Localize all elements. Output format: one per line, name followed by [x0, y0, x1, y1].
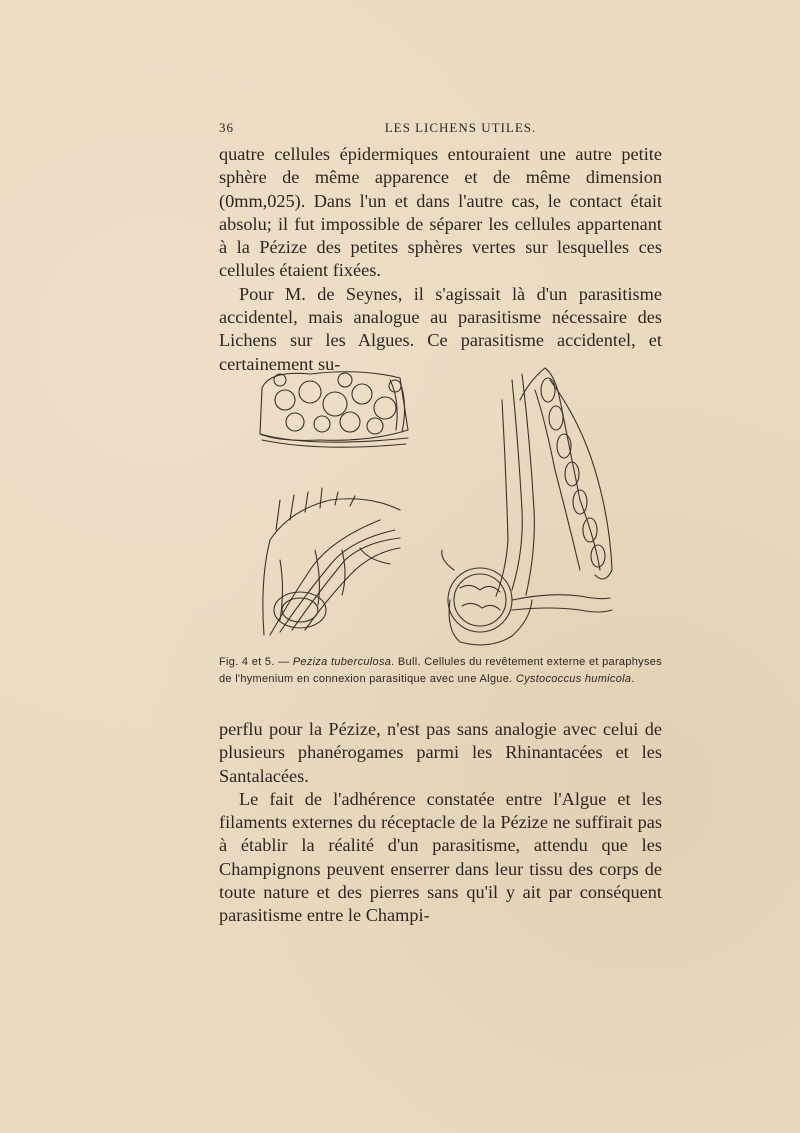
caption-alga: Cystococcus humicola	[515, 672, 632, 685]
cell-block-drawing	[260, 372, 408, 447]
caption-suffix: .	[631, 672, 635, 685]
figure-illustration	[250, 360, 630, 650]
alga-sphere-drawing	[442, 550, 612, 645]
text-block-bottom	[219, 718, 662, 928]
peziza-algae-engraving	[250, 360, 630, 650]
paraphyses-drawing	[263, 488, 400, 635]
caption-species: Peziza tuberculosa	[292, 656, 392, 668]
paragraph: Pour M. de Seynes, il s'agissait là d'un parasitisme accidentel, mais analogue au parasitisme nécessaire des Lichens sur les Algues. Ce parasitisme accidentel, et certainement su-	[219, 283, 662, 374]
text-block-top	[219, 143, 662, 376]
paragraph: Le fait de l'adhérence constatée entre l'Algue et les filaments externes du réceptacle de la Pézize ne suffirait pas à établir la réalité d'un parasitisme, attendu que les Champignons peuvent enserrer dans leur tissu des corps de toute nature et des pierres sans qu'il y ait par conséquent parasitisme entre le Champi-	[219, 788, 662, 926]
paragraph: quatre cellules épidermiques entouraient une autre petite sphère de même apparence et de même dimension (0mm,025). Dans l'un et dans l'autre cas, le contact était absolu; il fut impossible de séparer les cellules appartenant à la Pézize des petites sphères vertes sur lesquelles ces cellules étaient fixées.	[219, 144, 662, 281]
asci-drawing	[496, 368, 612, 596]
figure-caption	[219, 654, 662, 687]
caption-middle: . Bull. Cellules du revêtement externe et paraphyses de l'hymenium en connexion parasitique avec une Algue.	[219, 656, 663, 685]
page-header	[219, 120, 662, 138]
running-title: LES LICHENS UTILES.	[384, 120, 537, 135]
page-number: 36	[219, 120, 234, 135]
paragraph: perflu pour la Pézize, n'est pas sans analogie avec celui de plusieurs phanérogames parmi les Rhinantacées et les Santalacées.	[219, 719, 662, 786]
caption-prefix: Fig. 4 et 5. —	[219, 656, 293, 668]
